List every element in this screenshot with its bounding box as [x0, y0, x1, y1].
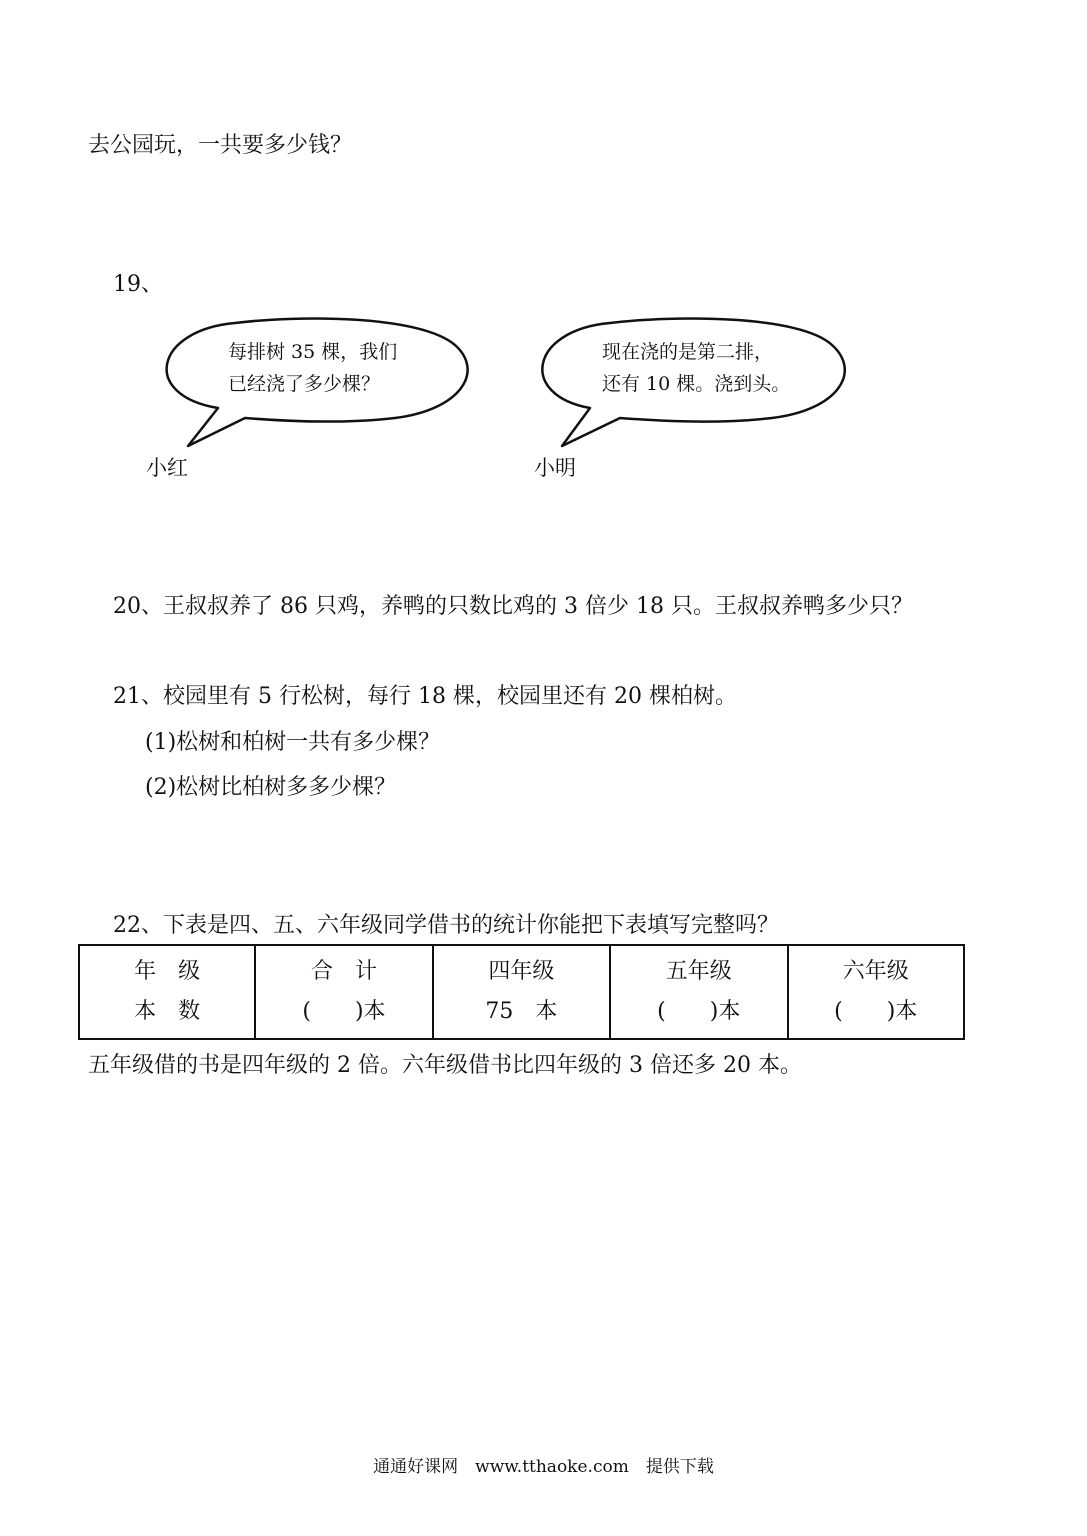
speech-bubbles-illustration [0, 0, 1087, 520]
table-cell-grade-5 [610, 945, 787, 1039]
left-bubble-line-1: 每排树 35 棵，我们 [228, 341, 398, 363]
grade-5-blank: ( )本 [657, 999, 741, 1024]
continued-question-text: 去公园玩，一共要多少钱？ [88, 133, 353, 158]
question-20: 20、王叔叔养了 86 只鸡，养鸭的只数比鸡的 3 倍少 18 只。王叔叔养鸭多少只？ [113, 594, 913, 619]
right-bubble-text [602, 336, 790, 400]
total-label: 合 计 [310, 959, 377, 984]
book-borrowing-table [78, 944, 965, 1040]
grade-4-label: 四年级 [488, 959, 555, 984]
grade-6-label: 六年级 [842, 959, 909, 984]
table-cell-total [255, 945, 432, 1039]
grade-5-label: 五年级 [665, 959, 732, 984]
question-22-note: 五年级借的书是四年级的 2 倍。六年级借书比四年级的 3 倍还多 20 本。 [88, 1053, 802, 1078]
total-blank: ( )本 [302, 999, 386, 1024]
right-bubble-line-2: 还有 10 棵。浇到头。 [602, 373, 791, 395]
grade-6-blank: ( )本 [834, 999, 918, 1024]
table-cell-grade-4 [433, 945, 610, 1039]
page-footer: 通通好课网 www.tthaoke.com 提供下载 [373, 1457, 714, 1477]
question-21-sub-2: (2)松树比柏树多多少棵？ [145, 775, 397, 800]
header-grade: 年 级 [134, 959, 201, 984]
left-bubble-line-2: 已经浇了多少棵？ [228, 373, 381, 395]
question-19-number: 19、 [113, 272, 163, 297]
header-book-count: 本 数 [134, 999, 201, 1024]
question-21-stem: 21、校园里有 5 行松树，每行 18 棵，校园里还有 20 棵柏树。 [113, 684, 737, 709]
question-22-stem: 22、下表是四、五、六年级同学借书的统计你能把下表填写完整吗？ [113, 913, 779, 938]
table-cell-grade-label [79, 945, 255, 1039]
speaker-xiaohong: 小红 [146, 456, 188, 480]
table-cell-grade-6 [788, 945, 965, 1039]
grade-4-value: 75 本 [485, 999, 558, 1024]
speaker-xiaoming: 小明 [534, 456, 576, 480]
left-bubble-text [228, 336, 397, 400]
table-row [79, 945, 964, 1039]
right-bubble-line-1: 现在浇的是第二排， [602, 341, 774, 363]
question-21-sub-1: (1)松树和柏树一共有多少棵？ [145, 730, 441, 755]
